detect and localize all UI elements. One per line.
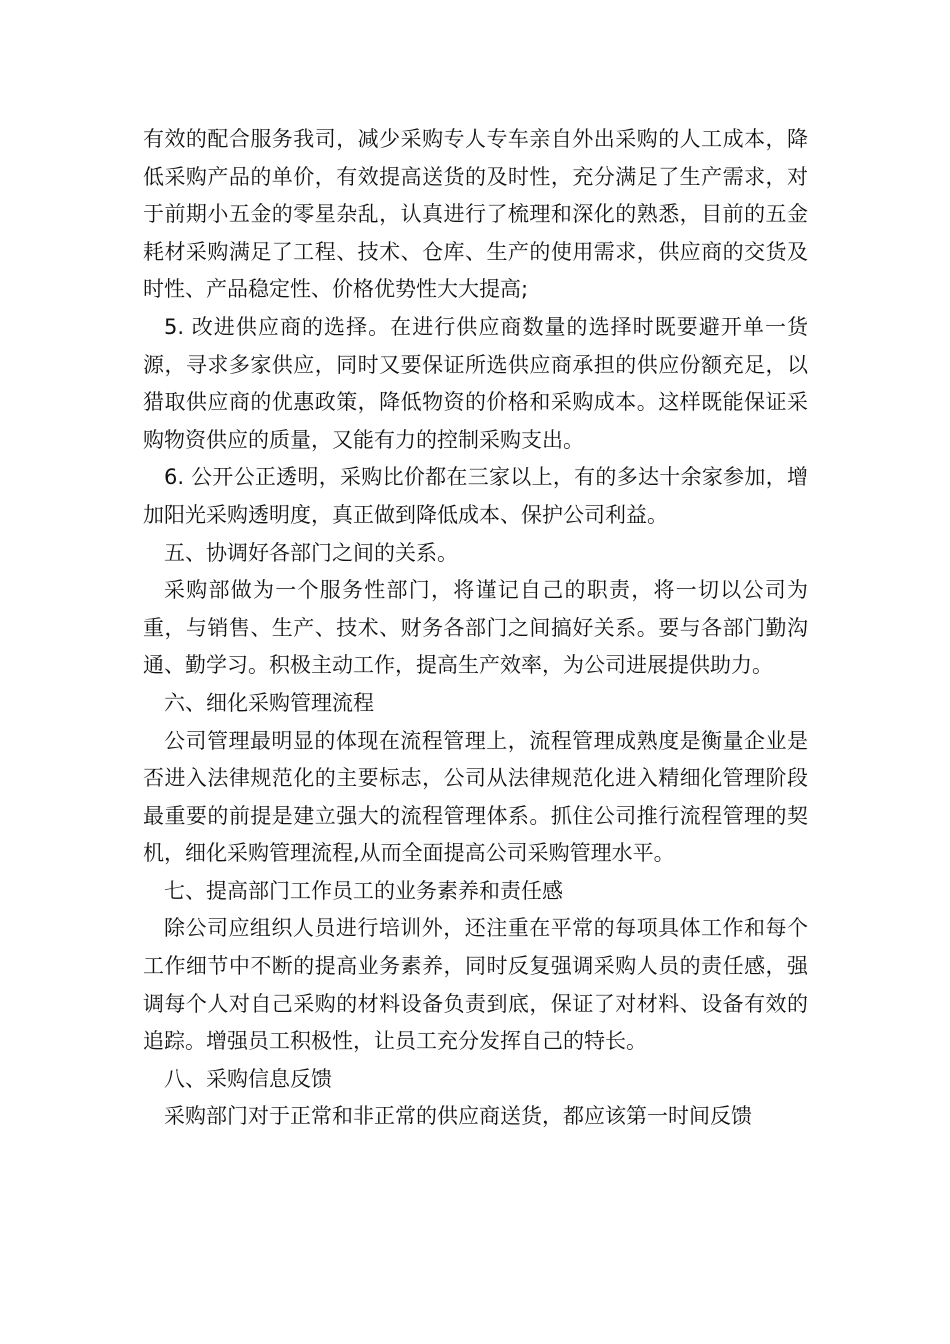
paragraph-section-6: 公司管理最明显的体现在流程管理上，流程管理成熟度是衡量企业是否进入法律规范化的主要标志，公司从法律规范化进入精细化管理阶段最重要的前提是建立强大的流程管理体系。抓住公司推行流程管理的契机，细化采购管理流程,从而全面提高公司采购管理水平。: [143, 728, 808, 866]
section-heading-5: 五、协调好各部门之间的关系。: [164, 540, 458, 565]
paragraph-section-8: 采购部门对于正常和非正常的供应商送货，都应该第一时间反馈: [164, 1104, 752, 1129]
section-heading-8: 八、采购信息反馈: [164, 1066, 332, 1091]
section-heading-7: 七、提高部门工作员工的业务素养和责任感: [164, 878, 563, 903]
section-heading-6: 六、细化采购管理流程: [164, 690, 374, 715]
document-body: [143, 121, 808, 1136]
paragraph-item-6: 6. 公开公正透明，采购比价都在三家以上，有的多达十余家参加，增加阳光采购透明度，真正做到降低成本、保护公司利益。: [143, 465, 808, 527]
paragraph-section-7: 除公司应组织人员进行培训外，还注重在平常的每项具体工作和每个工作细节中不断的提高业务素养，同时反复强调采购人员的责任感，强调每个人对自己采购的材料设备负责到底，保证了对材料、设备有效的追踪。增强员工积极性，让员工充分发挥自己的特长。: [143, 916, 808, 1054]
paragraph-item-5: 5. 改进供应商的选择。在进行供应商数量的选择时既要避开单一货源，寻求多家供应，同时又要保证所选供应商承担的供应份额充足，以猎取供应商的优惠政策，降低物资的价格和采购成本。这样既能保证采购物资供应的质量，又能有力的控制采购支出。: [143, 314, 808, 452]
paragraph-section-5: 采购部做为一个服务性部门，将谨记自己的职责，将一切以公司为重，与销售、生产、技术、财务各部门之间搞好关系。要与各部门勤沟通、勤学习。积极主动工作，提高生产效率，为公司进展提供助力。: [143, 578, 808, 678]
paragraph-continuation: 有效的配合服务我司，减少采购专人专车亲自外出采购的人工成本，降低采购产品的单价，有效提高送货的及时性，充分满足了生产需求，对于前期小五金的零星杂乱，认真进行了梳理和深化的熟悉，目前的五金耗材采购满足了工程、技术、仓库、生产的使用需求，供应商的交货及时性、产品稳定性、价格优势性大大提高;: [143, 127, 808, 302]
